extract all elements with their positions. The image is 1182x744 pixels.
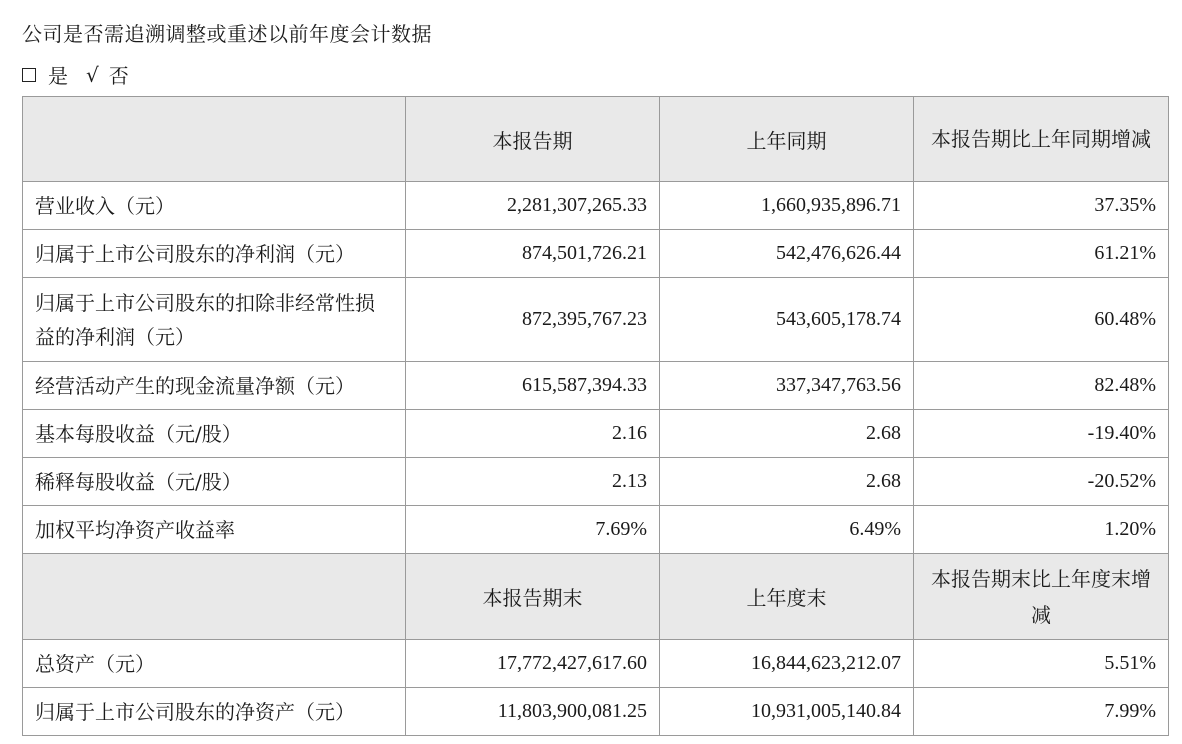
current-period-value: 7.69% (406, 506, 660, 554)
prior-year-end-value: 16,844,623,212.07 (660, 640, 914, 688)
table-row (23, 458, 1169, 506)
row-label: 加权平均净资产收益率 (23, 506, 406, 554)
table-row (23, 278, 1169, 362)
table-row (23, 362, 1169, 410)
current-period-value: 2,281,307,265.33 (406, 182, 660, 230)
current-period-value: 874,501,726.21 (406, 230, 660, 278)
prior-period-value: 1,660,935,896.71 (660, 182, 914, 230)
table-row (23, 182, 1169, 230)
column-header: 本报告期比上年同期增减 (914, 97, 1169, 182)
table-row (23, 506, 1169, 554)
change-value: 61.21% (914, 230, 1169, 278)
prior-period-value: 337,347,763.56 (660, 362, 914, 410)
prior-period-value: 6.49% (660, 506, 914, 554)
section-heading: 公司是否需追溯调整或重述以前年度会计数据 (22, 22, 432, 46)
table-subheader-row (23, 554, 1169, 640)
current-period-value: 872,395,767.23 (406, 278, 660, 362)
row-label: 基本每股收益（元/股） (23, 410, 406, 458)
change-value: 37.35% (914, 182, 1169, 230)
change-value: 5.51% (914, 640, 1169, 688)
financial-data-table (22, 96, 1169, 736)
prior-period-value: 2.68 (660, 410, 914, 458)
period-end-value: 17,772,427,617.60 (406, 640, 660, 688)
empty-checkbox-icon (22, 68, 36, 82)
table-row (23, 640, 1169, 688)
prior-period-value: 542,476,626.44 (660, 230, 914, 278)
column-header: 上年同期 (660, 97, 914, 182)
row-label: 营业收入（元） (23, 182, 406, 230)
row-label: 经营活动产生的现金流量净额（元） (23, 362, 406, 410)
row-label: 归属于上市公司股东的扣除非经常性损益的净利润（元） (23, 278, 406, 362)
header-empty-cell (23, 554, 406, 640)
current-period-value: 2.13 (406, 458, 660, 506)
row-label: 稀释每股收益（元/股） (23, 458, 406, 506)
period-end-value: 11,803,900,081.25 (406, 688, 660, 736)
current-period-value: 615,587,394.33 (406, 362, 660, 410)
header-empty-cell (23, 97, 406, 182)
row-label: 总资产（元） (23, 640, 406, 688)
prior-year-end-value: 10,931,005,140.84 (660, 688, 914, 736)
row-label: 归属于上市公司股东的净利润（元） (23, 230, 406, 278)
column-header: 本报告期末 (406, 554, 660, 640)
change-value: 82.48% (914, 362, 1169, 410)
restatement-choice (22, 60, 129, 89)
table-row (23, 410, 1169, 458)
change-value: 60.48% (914, 278, 1169, 362)
column-header: 上年度末 (660, 554, 914, 640)
table-header-row (23, 97, 1169, 182)
change-value: -20.52% (914, 458, 1169, 506)
change-value: -19.40% (914, 410, 1169, 458)
prior-period-value: 543,605,178.74 (660, 278, 914, 362)
table-row (23, 688, 1169, 736)
column-header: 本报告期 (406, 97, 660, 182)
no-option-label: 否 (108, 64, 129, 88)
prior-period-value: 2.68 (660, 458, 914, 506)
current-period-value: 2.16 (406, 410, 660, 458)
yes-option-label: 是 (48, 64, 68, 88)
change-value: 1.20% (914, 506, 1169, 554)
change-value: 7.99% (914, 688, 1169, 736)
row-label: 归属于上市公司股东的净资产（元） (23, 688, 406, 736)
column-header: 本报告期末比上年度末增减 (914, 554, 1169, 640)
check-mark-icon: √ (86, 62, 99, 87)
table-row (23, 230, 1169, 278)
